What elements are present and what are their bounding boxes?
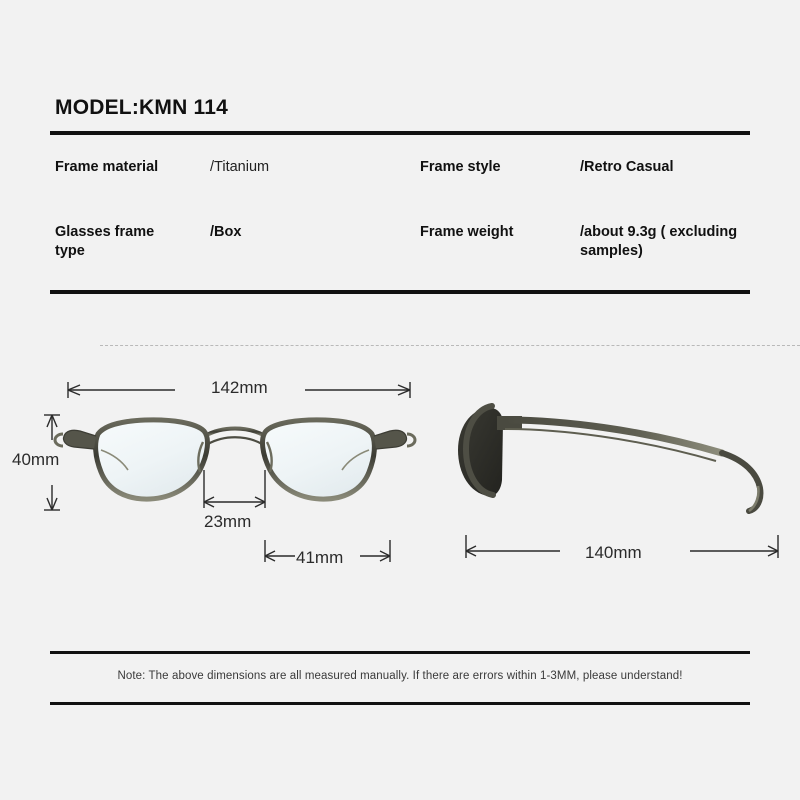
dimensions-diagram bbox=[0, 330, 800, 630]
spec-value-frame-style bbox=[580, 140, 750, 205]
dimension-lens-width: 41mm bbox=[296, 548, 344, 567]
spec-value-text: /Titanium bbox=[210, 159, 270, 175]
spec-label-frame-style bbox=[420, 140, 580, 205]
table-row bbox=[50, 140, 750, 205]
diagram-svg bbox=[0, 330, 800, 630]
dimension-bridge: 23mm bbox=[204, 512, 252, 531]
spec-value-text: /about 9.3g ( excluding samples) bbox=[580, 224, 738, 259]
spec-value-frame-weight bbox=[580, 205, 750, 290]
divider-bottom bbox=[50, 290, 750, 294]
glasses-front-illustration bbox=[55, 420, 415, 499]
bridge-guide bbox=[204, 470, 265, 508]
spec-label-text: Frame style bbox=[420, 159, 501, 175]
spec-value-text: /Retro Casual bbox=[580, 159, 674, 175]
divider-note-bottom bbox=[50, 702, 750, 705]
spec-label-frame-weight bbox=[420, 205, 580, 290]
spec-label-frame-type bbox=[50, 205, 210, 290]
spec-label-text: Frame material bbox=[55, 159, 159, 175]
spec-table bbox=[50, 140, 750, 290]
divider-top bbox=[50, 131, 750, 135]
measurement-note: Note: The above dimensions are all measured manually. If there are errors within 1-3MM, please understand! bbox=[117, 670, 683, 682]
dimension-temple-length: 140mm bbox=[585, 543, 642, 562]
glasses-side-illustration bbox=[458, 406, 760, 511]
spec-label-text: Frame weight bbox=[420, 224, 514, 240]
table-row bbox=[50, 205, 750, 290]
page-title: MODEL:KMN 114 bbox=[55, 96, 228, 119]
spec-label-frame-material bbox=[50, 140, 210, 205]
dimension-front-width: 142mm bbox=[211, 378, 268, 397]
spec-value-frame-type bbox=[210, 205, 420, 290]
divider-note-top bbox=[50, 651, 750, 654]
dimension-front-height: 40mm bbox=[12, 450, 60, 469]
spec-value-text: /Box bbox=[210, 224, 242, 240]
spec-value-frame-material bbox=[210, 140, 420, 205]
spec-label-text: Glasses frame type bbox=[55, 224, 155, 259]
